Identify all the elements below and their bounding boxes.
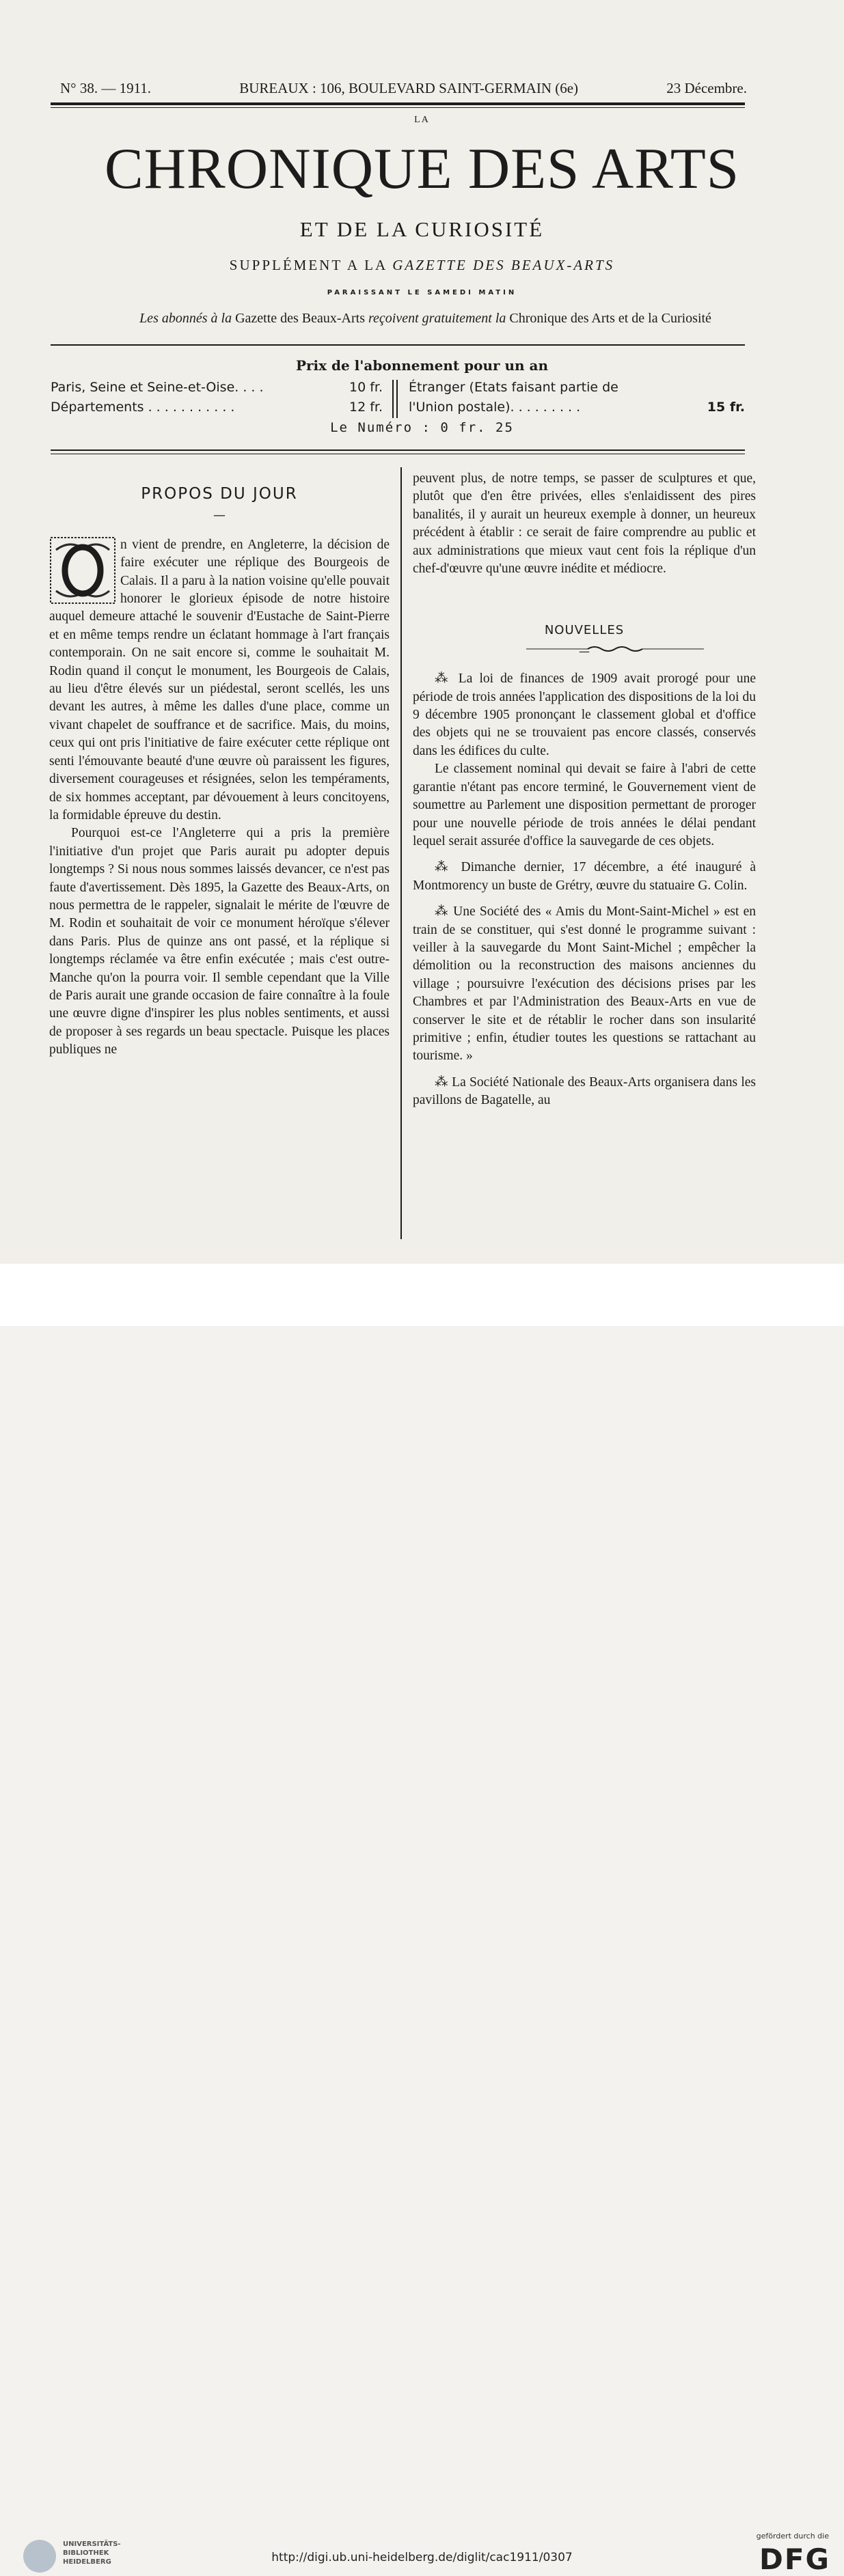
right-column [413,470,756,1110]
paris-row [51,380,383,395]
etranger-label: l'Union postale). . . . . . . . . [409,400,581,415]
propos-dash: — [213,508,226,523]
source-url[interactable]: http://digi.ub.uni-heidelberg.de/diglit/cac1911/0307 [271,2551,573,2564]
masthead-title: CHRONIQUE DES ARTS [104,137,740,201]
abonnes-part-4: Chronique des Arts et de la Curiosité [509,311,711,326]
abonnes-part-2: Gazette des Beaux-Arts [235,311,365,326]
propos-paragraph-1: n vient de prendre, en Angleterre, la décision de faire exécuter une réplique des Bourgeois de Calais. Il a paru à la nation voisine qu'elle pouvait honorer le glorieux épisode de notre histoire auquel demeure attaché le souvenir d'Eustache de Saint-Pierre et en même temps rendre un éclatant hommage à l'art français contemporain. On ne sait encore si, comme le souhaitait M. Rodin quand il conçut le monument, les Bourgeois de Calais, au lieu d'être élevés sur un piédestal, seront scellés, les uns devant les autres, à même les dalles d'une place, comme un vivant chapelet de souffrance et de sacrifice. Mais, du moins, ceux qui ont pris l'initiative de faire exécuter cette réplique ont senti l'émouvante beauté d'une œuvre où paraissent les figures, diversement courageuses et résignées, selon les tempéraments, de six hommes acceptant, par dévouement à leurs concitoyens, la formidable épreuve du destin. [49,537,390,822]
funded-by: gefördert durch die [756,2532,829,2540]
numero-price: Le Numéro : 0 fr. 25 [330,420,514,435]
issue-date: 23 Décembre. [666,80,747,96]
subscription-divider-1 [392,380,394,418]
etranger-row-2 [409,400,745,415]
fleuron-ornament-icon [526,645,704,653]
paris-price: 10 fr. [349,380,383,395]
etranger-row-1: Étranger (Etats faisant partie de [409,380,618,395]
departements-row [51,400,383,415]
ornamental-initial-icon [49,536,116,605]
library-line-3: HEIDELBERG [63,2558,111,2566]
nouvelle-1: ⁂ La loi de finances de 1909 avait prorogé pour une période de trois années l'application des dispositions de la loi du 9 décembre 1905 prononçant le classement global et d'office des objets qui ne se trouvaient pas encore classés, conservés dans les édifices du culte. [413,671,756,758]
parution-line: PARAISSANT LE SAMEDI MATIN [327,289,517,296]
etranger-price: 15 fr. [707,400,745,415]
subscription-divider-2 [396,380,398,418]
subscription-rule-bottom [51,449,745,451]
left-column [49,485,390,1060]
issue-number: N° 38. — 1911. [60,80,152,96]
supplement-gazette: GAZETTE DES BEAUX-ARTS [392,257,615,273]
abonnes-line [48,311,803,327]
header-rule-thin [51,107,745,108]
nouvelle-3: ⁂ Une Société des « Amis du Mont-Saint-Michel » est en train de se constituer, qui s'est donné le programme suivant : veiller à la sauvegarde du Mont Saint-Michel ; empêcher la démolition ou la reconstruction des maisons anciennes du village ; poursuivre l'exécution des décisions prises par les Chambres et par l'Administration des Beaux-Arts en vue de conserver le site et de rétablir le rocher dans son insularité primitive ; enfin, étudier toutes les questions se rattachant au tourisme. » [413,904,756,1064]
ornament-spacer [413,578,756,622]
supplement-line [0,257,844,274]
digital-library-footer [0,1264,844,2576]
library-line-2: BIBLIOTHEK [63,2549,109,2557]
abonnes-part-3: reçoivent gratuitement la [368,311,506,326]
nouvelles-dash: — [579,644,590,658]
abonnes-part-1: Les abonnés à la [139,311,232,326]
nouvelle-2: ⁂ Dimanche dernier, 17 décembre, a été inauguré à Montmorency un buste de Grétry, œuvre du statuaire G. Colin. [413,860,756,893]
dfg-logo: DFG [759,2543,830,2576]
subscription-title: Prix de l'abonnement pour un an [295,357,549,374]
propos-paragraph-2: Pourquoi est-ce l'Angleterre qui a pris la première l'initiative d'un projet que Paris aurait pu adopter depuis longtemps ? Si nous nous sommes laissés devancer, ce n'est pas faute d'avertissement. Dès 1895, la Gazette des Beaux-Arts, on nous permettra de le rappeler, signalait le mérite de l'œuvre de M. Rodin et souhaitait de voir ce monument héroïque s'élever dans Paris. Plus de quinze ans ont passé, et la réplique si longtemps réclamée va être enfin exécutée ; mais c'est outre-Manche qu'on la pourra voir. Il semble cependant que la Ville de Paris aurait une grande occasion de faire connaître à la foule une œuvre digne d'inspirer les plus nobles sentiments, et aussi de proposer à ses regards un beau spectacle. Puisque les places publiques ne [49,826,390,1057]
propos-paragraph-continued: peuvent plus, de notre temps, se passer de sculptures et que, plutôt que d'en être privées, elles s'enlaidissent des pires banalités, il y aurait un heureux exemple à donner, un heureux précédent à établir : ce serait de faire comprendre au public et aux administrations que mieux vaut cent fois la réplique d'un chef-d'œuvre qu'une œuvre inédite et médiocre. [413,471,756,577]
column-divider [400,467,402,1239]
issue-header [60,80,747,97]
masthead-la: LA [414,115,430,125]
supplement-prefix: SUPPLÉMENT A LA [229,257,387,273]
departements-label: Départements . . . . . . . . . . . [51,400,235,415]
nouvelle-4: ⁂ La Société Nationale des Beaux-Arts organisera dans les pavillons de Bagatelle, au [413,1075,756,1108]
subscription-rule-top [51,344,745,346]
newspaper-page [0,0,844,1264]
header-rule [51,102,745,105]
propos-heading: PROPOS DU JOUR [141,485,298,503]
library-line-1: UNIVERSITÄTS- [63,2540,121,2548]
nouvelle-1-continued: Le classement nominal qui devait se faire à l'abri de cette garantie n'étant pas encore terminé, le Gouvernement vient de soumettre au Parlement une disposition permettant de proroger pour une nouvelle période de trois années le délai pendant lequel serait assurée d'office la sauvegarde de ces objets. [413,762,756,848]
departements-price: 12 fr. [349,400,383,415]
paris-label: Paris, Seine et Seine-et-Oise. . . . [51,380,264,395]
bureaux-address: BUREAUX : 106, BOULEVARD SAINT-GERMAIN (6e) [239,80,579,96]
nouvelles-heading: NOUVELLES [544,623,625,638]
dropcap-o [49,536,116,605]
masthead-subtitle: ET DE LA CURIOSITÉ [299,217,545,241]
